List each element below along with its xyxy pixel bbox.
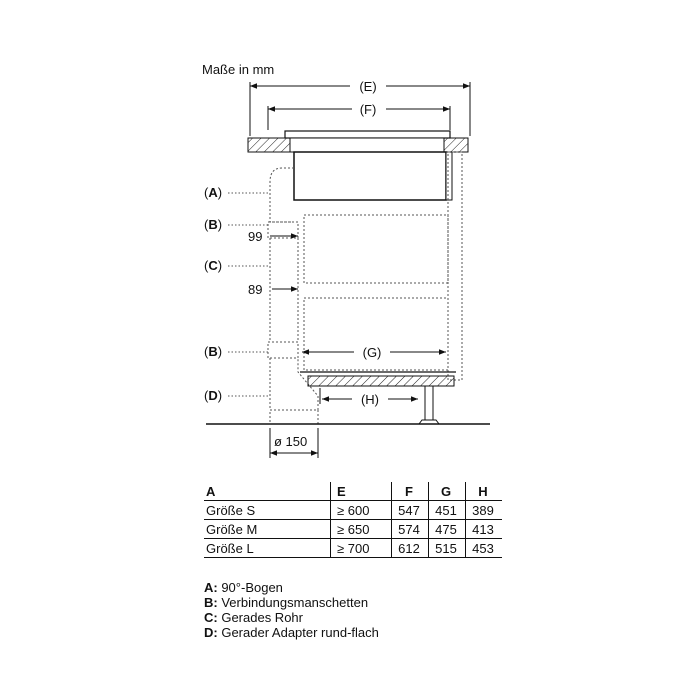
dimension-table: [204, 482, 502, 558]
callout-b-upper: (B): [204, 217, 223, 232]
table-cell: ≥ 650: [331, 520, 392, 539]
table-cell: 451: [429, 501, 466, 520]
table-cell: 574: [392, 520, 429, 539]
table-row: [204, 520, 502, 539]
table-cell: 453: [466, 539, 503, 558]
legend-item: B: Verbindungsmanschetten: [204, 595, 369, 610]
cooktop-side-block: [446, 152, 452, 200]
dim-h-label: (H): [360, 392, 380, 407]
table-cell: 475: [429, 520, 466, 539]
callout-b-lower: (B): [204, 344, 223, 359]
table-cell: 612: [392, 539, 429, 558]
table-header-cell: H: [466, 482, 503, 501]
table-cell: 389: [466, 501, 503, 520]
worktop-left: [248, 138, 290, 152]
table-cell: 413: [466, 520, 503, 539]
cooktop-body: [294, 152, 446, 200]
callout-c: (C): [204, 258, 223, 273]
dim-e-label: (E): [359, 79, 377, 94]
connector-B-lower: [268, 342, 298, 358]
dim-f-label: (F): [359, 102, 377, 117]
table-header-cell: E: [331, 482, 392, 501]
table-header-cell: G: [429, 482, 466, 501]
table-row: [204, 539, 502, 558]
legend: [204, 580, 379, 640]
cooktop-frame: [290, 138, 444, 152]
base-shelf: [308, 376, 454, 386]
table-row: [204, 501, 502, 520]
drawer-1: [304, 215, 448, 283]
table-cell: 515: [429, 539, 466, 558]
table-header-cell: F: [392, 482, 429, 501]
table-cell: ≥ 600: [331, 501, 392, 520]
diagram-title: Maße in mm: [202, 62, 275, 77]
table-header-cell: A: [204, 482, 331, 501]
dim-g-label: (G): [362, 345, 382, 360]
table-cell: Größe L: [204, 539, 331, 558]
cabinet-leg: [425, 386, 433, 422]
cooktop-glass: [285, 131, 450, 138]
callout-d: (D): [204, 388, 223, 403]
table-header-row: [204, 482, 502, 501]
callout-a: (A): [204, 185, 223, 200]
dim-89-label: 89: [248, 282, 263, 297]
table-cell: ≥ 700: [331, 539, 392, 558]
legend-item: C: Gerades Rohr: [204, 610, 303, 625]
table-cell: Größe S: [204, 501, 331, 520]
table-cell: Größe M: [204, 520, 331, 539]
dim-150-label: ø 150: [274, 434, 308, 449]
worktop-right: [444, 138, 468, 152]
table-cell: 547: [392, 501, 429, 520]
legend-item: A: 90°-Bogen: [204, 580, 283, 595]
legend-item: D: Gerader Adapter rund-flach: [204, 625, 379, 640]
adapter-D-base: [270, 410, 318, 424]
duct-elbow-A: [270, 168, 294, 222]
dim-99-label: 99: [248, 229, 263, 244]
duct-pipe-C: [270, 238, 298, 342]
